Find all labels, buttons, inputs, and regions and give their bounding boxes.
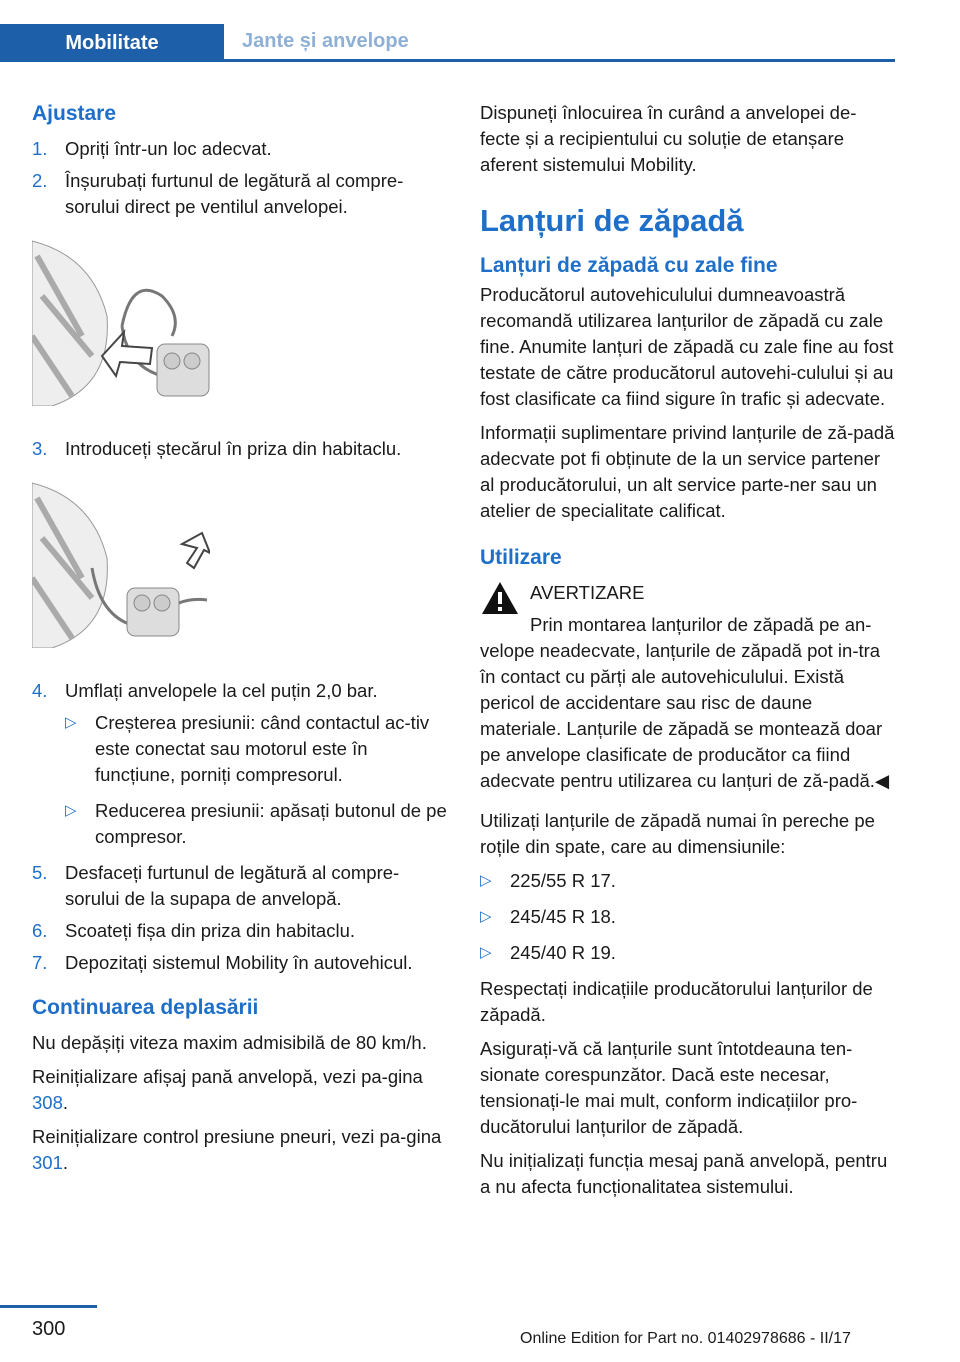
- warning-icon: [480, 580, 520, 616]
- heading-continuare: Continuarea deplasării: [32, 996, 259, 1019]
- triangle-bullet-icon: ▷: [480, 872, 492, 889]
- compressor-plug-illustration: [32, 478, 210, 648]
- reinit-display-paragraph: Reinițializare afișaj pană anvelopă, vezi pa-gina 308.: [32, 1066, 423, 1113]
- step-3: 3. Introduceți ștecărul în priza din habitaclu.: [32, 438, 402, 459]
- respect-paragraph: Respectați indicațiile producătorului lanțurilor de zăpadă.: [480, 978, 873, 1025]
- compressor-on-valve-illustration: [32, 236, 210, 406]
- sub-step-item: ▷ Creșterea presiunii: când contactul ac-tiv este conectat sau motorul este în funcțiune, porniți compresorul.: [65, 710, 447, 788]
- page-link-301[interactable]: 301: [32, 1152, 63, 1173]
- tire-size-item: ▷ 245/40 R 19.: [480, 940, 895, 966]
- page-link-308[interactable]: 308: [32, 1092, 63, 1113]
- step-item: 5. Desfaceți furtunul de legătură al compre-sorului de la supapa de anvelopă.: [32, 862, 400, 909]
- chains-info-paragraph: Informații suplimentare privind lanțurile de ză-padă adecvate pot fi obținute de la un service partener al producătorului, un alt service parte-ner sau un atelier de specialitate calificat.: [480, 422, 895, 521]
- fine-chains-paragraph: Producătorul autovehiculului dumneavoastră recomandă utilizarea lanțurilor de zăpadă cu zale fine. Anumite lanțuri de zăpadă cu zale fine au fost testate de către producătorul autovehi-culului și au fost clasificate ca fiind sigure în trafic și adecvate.: [480, 284, 894, 409]
- warning-block: [480, 580, 895, 616]
- step-item: 1. Opriți într-un loc adecvat.: [32, 138, 272, 159]
- triangle-bullet-icon: ▷: [65, 802, 77, 819]
- reinit-pressure-paragraph: Reinițializare control presiune pneuri, vezi pa-gina 301.: [32, 1126, 442, 1173]
- heading-snow-chains: Lanțuri de zăpadă: [480, 203, 744, 238]
- edition-note: Online Edition for Part no. 01402978686 - II/17: [520, 1330, 851, 1347]
- section-tab[interactable]: Mobilitate: [0, 24, 224, 62]
- speed-paragraph: Nu depășiți viteza maxim admisibilă de 80 km/h.: [32, 1032, 427, 1053]
- step-item: 2. Înșurubați furtunul de legătură al compre-sorului direct pe ventilul anvelopei.: [32, 170, 404, 217]
- left-column: [32, 100, 447, 1184]
- step-item: 7. Depozitați sistemul Mobility în autovehicul.: [32, 952, 413, 973]
- replace-paragraph: Dispuneți înlocuirea în curând a anvelopei de-fecte și a recipientului cu soluție de etanșare aferent sistemului Mobility.: [480, 102, 857, 175]
- step-4: 4. Umflați anvelopele la cel puțin 2,0 bar.: [32, 680, 378, 701]
- step-item: 6. Scoateți fișa din priza din habitaclu.: [32, 920, 356, 941]
- heading-fine-chains: Lanțuri de zăpadă cu zale fine: [480, 254, 778, 277]
- tension-paragraph: Asigurați-vă că lanțurile sunt întotdeauna ten-sionate corespunzător. Dacă este necesar, tensionați-le mai mult, conform indicațiilor pro-ducătorului lanțurilor de zăpadă.: [480, 1038, 858, 1137]
- chapter-tab[interactable]: Jante și anvelope: [224, 24, 895, 62]
- heading-ajustare: Ajustare: [32, 102, 117, 125]
- triangle-bullet-icon: ▷: [480, 908, 492, 925]
- page-header: [0, 24, 895, 62]
- tire-size-item: ▷ 245/45 R 18.: [480, 904, 895, 930]
- right-column: [480, 100, 895, 1208]
- warning-title: AVERTIZARE: [530, 582, 645, 603]
- heading-utilizare: Utilizare: [480, 546, 562, 569]
- triangle-bullet-icon: ▷: [65, 714, 77, 731]
- page-number: 300: [32, 1318, 66, 1340]
- triangle-bullet-icon: ▷: [480, 944, 492, 961]
- no-init-paragraph: Nu inițializați funcția mesaj pană anvelopă, pentru a nu afecta funcționalitatea sistemului.: [480, 1150, 888, 1197]
- warning-text: Prin montarea lanțurilor de zăpadă pe an-velope neadecvate, lanțurile de zăpadă pot in-tra în contact cu părți ale autovehiculului. Există pericol de accidentare sau risc de daune materiale. Lanțurile de zăpadă se montează doar pe anvelope clasificate de producător ca fiind adecvate pentru utilizarea cu lanțuri de ză-padă.◀: [480, 614, 890, 791]
- pairs-paragraph: Utilizați lanțurile de zăpadă numai în pereche pe roțile din spate, care au dimensiunile:: [480, 810, 875, 857]
- tire-size-item: ▷ 225/55 R 17.: [480, 868, 895, 894]
- sub-step-item: ▷ Reducerea presiunii: apăsați butonul de pe compresor.: [65, 798, 447, 850]
- footer-rule: [0, 1305, 97, 1308]
